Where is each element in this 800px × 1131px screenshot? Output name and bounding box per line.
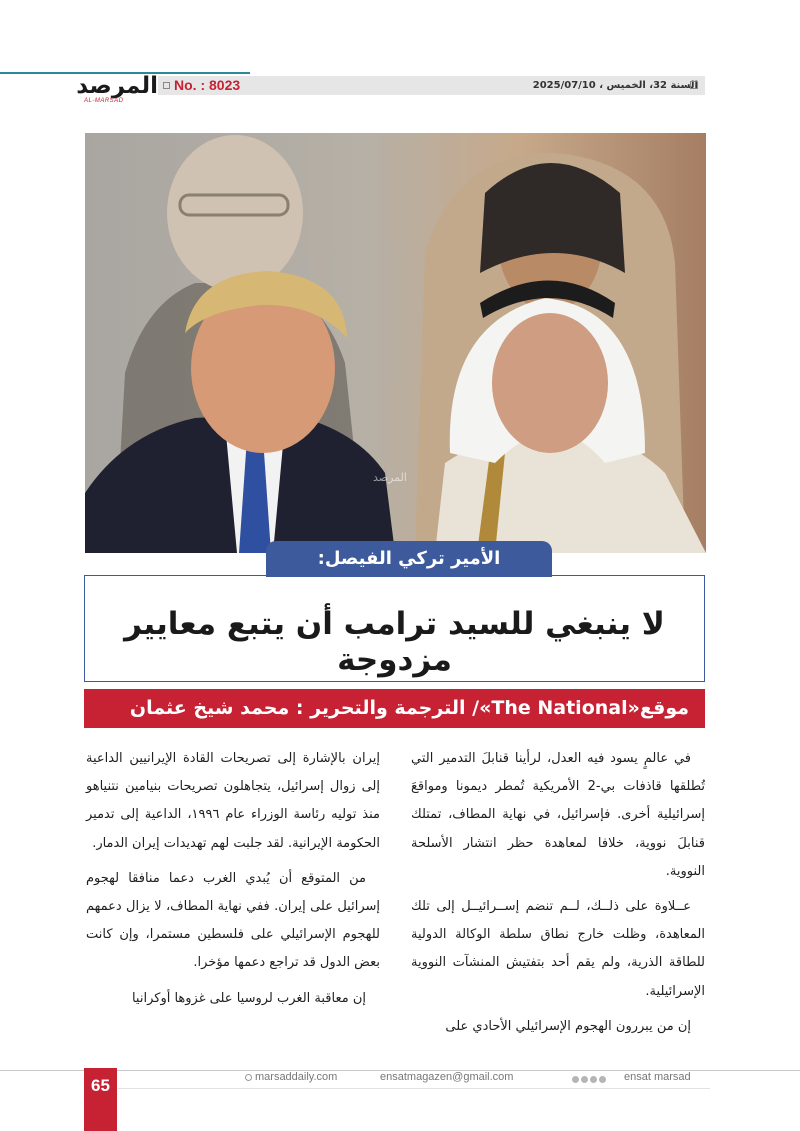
issue-number-text: No. : 8023 [174,77,241,93]
paragraph: في عالمٍ يسود فيه العدل، لرأينا قنابلَ التدمير التي تُطلقها قاذفات بي-2 الأمريكية تُمطر ديمونا ومواقعَ إسرائيلية أخرى. فإسرائيل، في نهاية المطاف، تمتلك قنابلَ نووية، خلافا لمعاهدة حظر انتشار الأسلحة النووية. [411,751,706,879]
headline: لا ينبغي للسيد ترامب أن يتبع معايير مزدوجة [124,606,665,678]
kicker: الأمير تركي الفيصل: [266,541,552,577]
foreground-face-right [492,313,608,453]
logo-subtext: AL-MARSAD [84,98,124,104]
article-column-right [411,745,705,1048]
paragraph: إن معاقبة الغرب لروسيا على غزوها أوكرانيا [131,990,366,1006]
byline: موقع«The National»/ الترجمة والتحرير : محمد شيخ عثمان [84,689,705,728]
square-icon [163,82,170,89]
twitter-icon[interactable] [581,1076,588,1083]
globe-icon [245,1074,252,1081]
photo-illustration [85,133,706,553]
social-icons [572,1074,608,1086]
paragraph: من المتوقع أن يُبدي الغرب دعما منافقا لهجوم إسرائيل على إيران. ففي نهاية المطاف، لا يزال دعمهم للهجوم الإسرائيلي على فلسطين مستمرا، وإن كانت بعض الدول قد تراجع دعمها مؤخرا. [86,870,380,971]
paragraph: عــلاوة على ذلــك، لــم تنضم إســرائيــل إلى تلك المعاهدة، وظلت خارج نطاق سلطة الوكالة الدولية للطاقة الذرية، ولم يقم أحد بتفتيش المنشآت النووية الإسرائيلية. [411,899,705,999]
footer-name: ensat marsad [624,1071,691,1083]
footer-website-text: marsaddaily.com [255,1071,338,1083]
footer-website[interactable] [245,1071,337,1083]
headline-box [84,575,705,682]
footer-email[interactable]: ensatmagazen@gmail.com [380,1071,514,1083]
issue-number [163,76,240,95]
instagram-icon[interactable] [590,1076,597,1083]
logo-text: المرصد [76,73,158,99]
paragraph: إيران بالإشارة إلى تصريحات القادة الإيرانيين الداعية إلى زوال إسرائيل، يتجاهلون تصريحات بنيامين نتنياهو منذ توليه رئاسة الوزراء عام ١٩٩٦، الداعية إلى تدمير الحكومة الإيرانية. لقد جلبت لهم تهديدات إيران الدمار. [86,751,380,851]
youtube-icon[interactable] [599,1076,606,1083]
photo-watermark: المرصد [373,471,407,484]
article-photo [85,133,706,553]
facebook-icon[interactable] [572,1076,579,1083]
article-column-left [86,745,380,1020]
paragraph: إن من يبررون الهجوم الإسرائيلي الأحادي على [445,1018,691,1034]
square-icon [690,81,698,89]
logo [76,73,158,106]
issue-date: السنة 32، الخميس ، 2025/07/10 [532,80,698,91]
page-number: 65 [84,1068,117,1131]
footer-divider [118,1088,710,1089]
